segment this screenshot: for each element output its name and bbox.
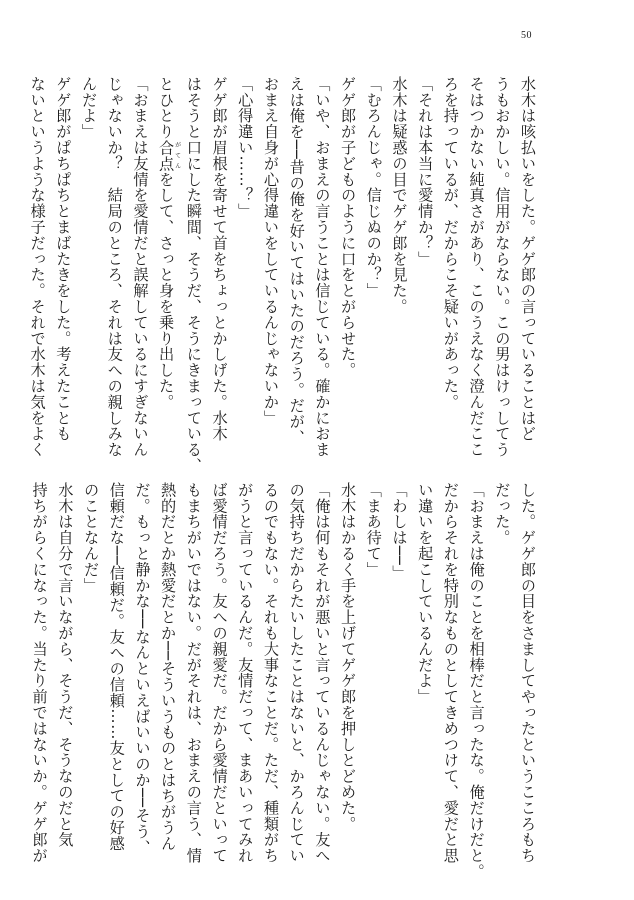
text-line: おまえ自身が心得違いをしているんじゃないか」 — [261, 76, 280, 426]
text-line: 水木は自分で言いながら、そうだ、そうなのだと気 — [56, 482, 75, 848]
text-line-with-ruby: とひとり合点がてんをして、さっと身を乗り出した。 — [157, 76, 181, 410]
text-line: ろを持っているが、だからこそ疑いがあった。 — [441, 76, 460, 410]
text-line: 「まあ待て」 — [364, 482, 383, 578]
text-line: した。ゲゲ郎の目をさましてやったというこころもち — [519, 482, 537, 864]
text-line: 「むろんじゃ。信じぬのか？」 — [364, 76, 383, 299]
text-line: い違いを起こしているんだよ」 — [416, 482, 435, 705]
text-line: ゲゲ郎が子どものように口をとがらせた。 — [339, 76, 358, 379]
text-line: 「それは本当に愛情か？」 — [416, 76, 435, 267]
ruby-reading: がてん — [173, 139, 181, 172]
text-line: 「いや、おまえの言うことは信じている。確かにおま — [313, 76, 332, 458]
ruby-gaten — [157, 139, 181, 172]
text-block-upper — [28, 76, 540, 474]
text-line: じゃないか？ 結局のところ、それは友への親しみな — [105, 76, 124, 458]
text-line: 水木は疑惑の目でゲゲ郎を見た。 — [390, 76, 409, 315]
text-line: だからそれを特別なものとしてきめつけて、愛だと思 — [441, 482, 460, 864]
text-line: だ。もっと静かな──なんといえばいいのか──そう、 — [133, 482, 152, 856]
text-line: ないというような様子だった。それで水木は気をよく — [28, 76, 47, 458]
text-line: 「わしは──」 — [390, 482, 409, 582]
text-block-lower — [30, 482, 540, 880]
text-line: るのでもない。それも大事なことだ。ただ、種類がち — [261, 482, 280, 864]
text-line: んだよ」 — [80, 76, 99, 140]
text-line: がうと言っているんだ。友情だって、まあいってみれ — [236, 482, 255, 864]
text-line: だった。 — [493, 482, 512, 546]
text-line: 水木は咳払いをした。ゲゲ郎の言っていることはど — [519, 76, 537, 442]
text-line: 水木はかるく手を上げてゲゲ郎を押しとどめた。 — [339, 482, 358, 832]
page-number: 50 — [521, 30, 532, 41]
ruby-base: 合点 — [157, 139, 176, 172]
text-line: ゲゲ郎がぱちぱちとまばたきをした。考えたことも — [54, 76, 73, 442]
text-line: うもおかしい。信用がならない。この男はけっしてう — [493, 76, 512, 458]
text-line: 「心得違い……？」 — [236, 76, 255, 220]
text-line: の気持ちだからたいしたことはないと、かろんじてい — [287, 482, 306, 864]
text-line: はそうと口にした瞬間、そうだ、そうにきまっている、 — [184, 76, 203, 474]
text-line: 持ちがらくになった。当たり前ではないか。ゲゲ郎が — [30, 482, 49, 864]
text-line: 信頼だな──信頼だ。友への信頼……友としての好感 — [107, 482, 126, 852]
text-line: のことなんだ」 — [82, 482, 101, 594]
text-line: もまちがいではない。だがそれは、おまえの言う、情 — [184, 482, 203, 864]
text-line: 「俺は何もそれが悪いと言っているんじゃない。友へ — [313, 482, 332, 864]
text-line: 「おまえは俺のことを相棒だと言ったな。俺だけだと。 — [467, 482, 486, 880]
text-line: 「おまえは友情を愛情だと誤解しているにすぎないん — [131, 76, 150, 458]
text-line: えは俺を──昔の俺を好いてはいたのだろう。だが、 — [287, 76, 306, 446]
text-line: 熱的だとか熱愛だとか──そういうものとはちがうん — [159, 482, 178, 852]
text-line: ば愛情だろう。友への親愛だ。だから愛情だといって — [210, 482, 229, 864]
text-line: そはつかない純真さがあり、このうえなく澄んだここ — [467, 76, 486, 458]
text-line: ゲゲ郎が眉根を寄せて首をちょっとかしげた。水木 — [210, 76, 229, 442]
